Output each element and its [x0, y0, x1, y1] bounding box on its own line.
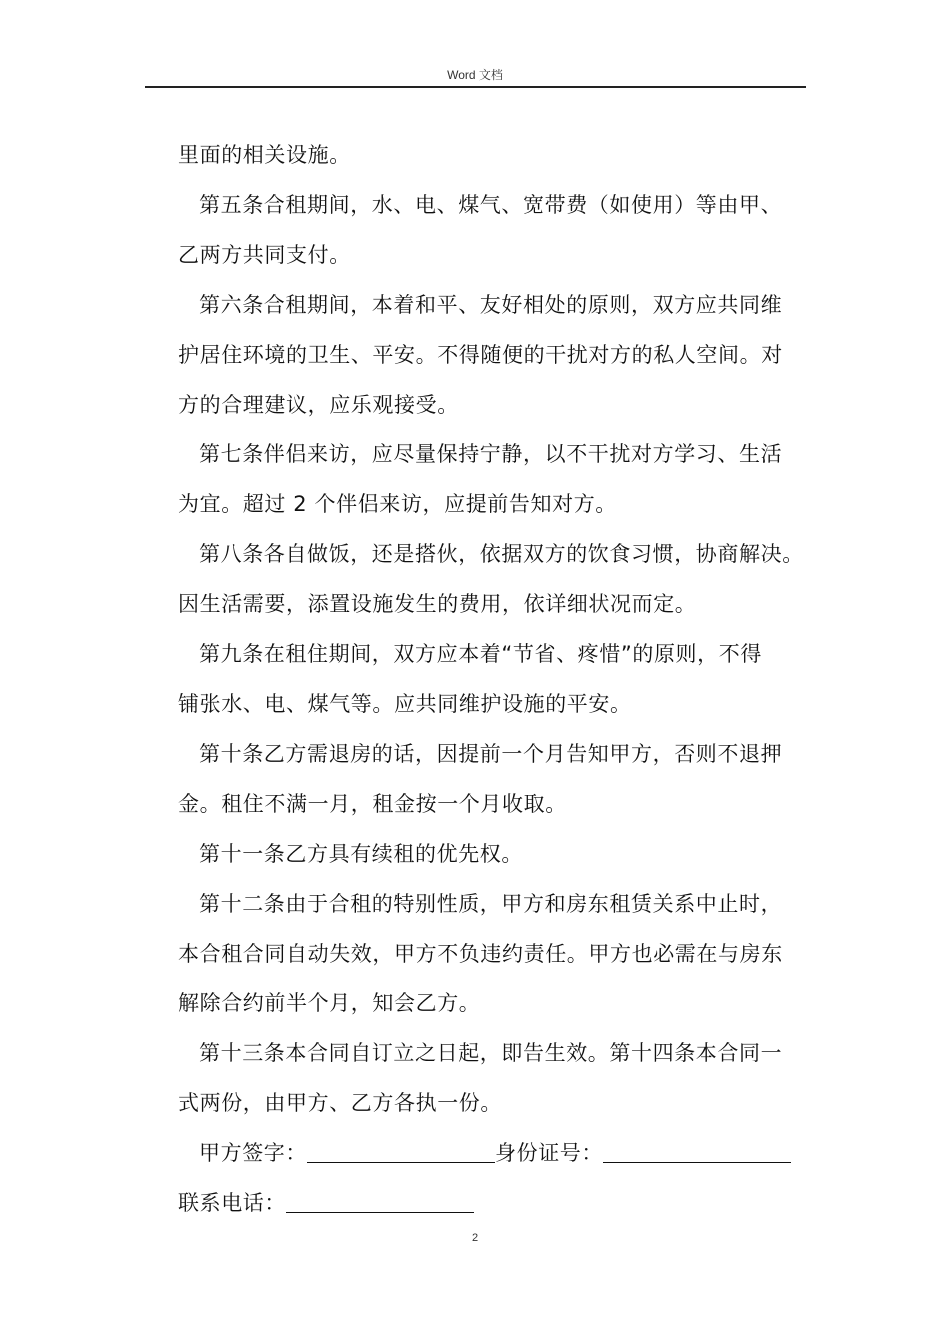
party-a-signature-blank[interactable]	[307, 1162, 495, 1163]
phone-label: 联系电话：	[178, 1191, 286, 1216]
paragraph-line: 第九条在租住期间，双方应本着“节省、疼惜”的原则，不得	[199, 642, 762, 667]
paragraph-line: 里面的相关设施。	[178, 143, 351, 167]
phone-line	[178, 1179, 808, 1229]
id-number-label: 身份证号：	[495, 1141, 603, 1166]
paragraph-line: 护居住环境的卫生、平安。不得随便的干扰对方的私人空间。对	[178, 342, 783, 367]
page-number: 2	[471, 1232, 479, 1244]
document-body	[178, 131, 808, 1229]
phone-blank[interactable]	[286, 1212, 474, 1213]
signature-line	[178, 1129, 808, 1179]
party-a-signature-label: 甲方签字：	[199, 1141, 307, 1166]
paragraph-line: 因生活需要，添置设施发生的费用，依详细状况而定。	[178, 592, 697, 617]
paragraph-line: 第十二条由于合租的特别性质，甲方和房东租赁关系中止时，	[199, 891, 783, 916]
id-number-blank[interactable]	[603, 1162, 791, 1163]
paragraph-line: 方的合理建议，应乐观接受。	[178, 392, 459, 417]
paragraph-line: 解除合约前半个月，知会乙方。	[178, 991, 481, 1016]
paragraph-line: 铺张水、电、煤气等。应共同维护设施的平安。	[178, 691, 632, 716]
paragraph-line: 第六条合租期间，本着和平、友好相处的原则，双方应共同维	[199, 292, 783, 317]
paragraph-line: 金。租住不满一月，租金按一个月收取。	[178, 791, 567, 816]
paragraph-line: 本合租合同自动失效，甲方不负违约责任。甲方也必需在与房东	[178, 941, 783, 966]
paragraph-line: 式两份，由甲方、乙方各执一份。	[178, 1091, 502, 1116]
page-header: Word 文档	[447, 68, 503, 82]
paragraph-line: 第十条乙方需退房的话，因提前一个月告知甲方，否则不退押	[199, 741, 783, 766]
paragraph-line: 第十三条本合同自订立之日起，即告生效。第十四条本合同一	[199, 1041, 783, 1066]
header-rule	[145, 86, 806, 88]
paragraph-line: 第五条合租期间，水、电、煤气、宽带费（如使用）等由甲、	[199, 192, 783, 217]
paragraph-line: 乙两方共同支付。	[178, 242, 351, 267]
paragraph-line: 第十一条乙方具有续租的优先权。	[199, 841, 523, 866]
paragraph-line: 为宜。超过 2 个伴侣来访，应提前告知对方。	[178, 492, 617, 517]
paragraph-line: 第七条伴侣来访，应尽量保持宁静，以不干扰对方学习、生活	[199, 442, 783, 467]
paragraph-line: 第八条各自做饭，还是搭伙，依据双方的饮食习惯，协商解决。	[199, 542, 804, 567]
